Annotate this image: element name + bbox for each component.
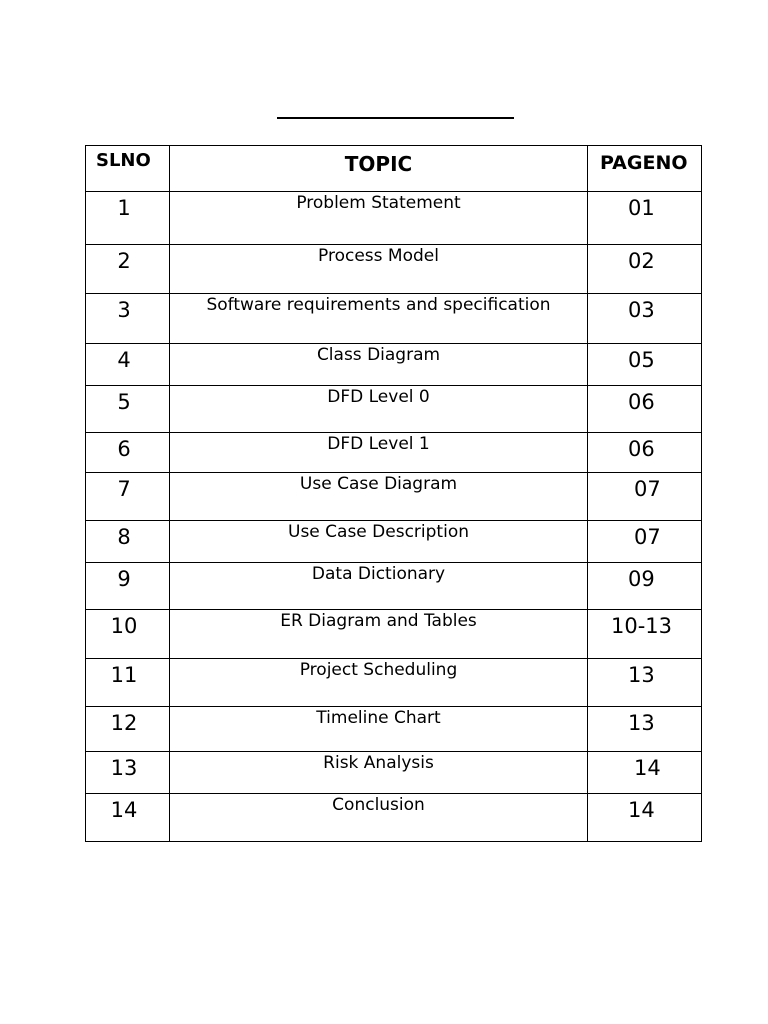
row-slno: 9 — [86, 563, 170, 610]
row-slno: 2 — [86, 245, 170, 294]
row-slno: 8 — [86, 521, 170, 563]
row-topic: DFD Level 0 — [170, 386, 588, 433]
row-slno: 12 — [86, 707, 170, 752]
row-topic: Project Scheduling — [170, 659, 588, 707]
row-slno: 6 — [86, 433, 170, 473]
row-page: 05 — [588, 344, 702, 386]
table-row — [86, 386, 702, 433]
row-page: 07 — [588, 473, 702, 521]
table-row — [86, 433, 702, 473]
row-page: 14 — [588, 752, 702, 794]
table-row — [86, 610, 702, 659]
header-slno: SLNO — [86, 146, 170, 192]
table-row — [86, 192, 702, 245]
table-row — [86, 563, 702, 610]
title-underline — [277, 117, 514, 119]
row-slno: 14 — [86, 794, 170, 842]
table-row — [86, 344, 702, 386]
row-slno: 4 — [86, 344, 170, 386]
row-slno: 13 — [86, 752, 170, 794]
row-page: 13 — [588, 707, 702, 752]
row-topic: Risk Analysis — [170, 752, 588, 794]
row-topic: Use Case Diagram — [170, 473, 588, 521]
row-page: 14 — [588, 794, 702, 842]
table-row — [86, 521, 702, 563]
table-row — [86, 473, 702, 521]
row-topic: Data Dictionary — [170, 563, 588, 610]
row-page: 07 — [588, 521, 702, 563]
row-page: 10-13 — [588, 610, 702, 659]
row-slno: 5 — [86, 386, 170, 433]
table-body — [86, 192, 702, 842]
row-page: 09 — [588, 563, 702, 610]
row-page: 03 — [588, 294, 702, 344]
table-row — [86, 294, 702, 344]
row-slno: 3 — [86, 294, 170, 344]
row-page: 02 — [588, 245, 702, 294]
row-topic: Problem Statement — [170, 192, 588, 245]
table-row — [86, 752, 702, 794]
row-page: 01 — [588, 192, 702, 245]
row-topic: Use Case Description — [170, 521, 588, 563]
table-header-row — [86, 146, 702, 192]
row-slno: 10 — [86, 610, 170, 659]
contents-table — [85, 145, 702, 842]
row-topic: Software requirements and specification — [170, 294, 588, 344]
table-row — [86, 707, 702, 752]
table-row — [86, 245, 702, 294]
row-topic: Class Diagram — [170, 344, 588, 386]
row-topic: Process Model — [170, 245, 588, 294]
row-topic: Timeline Chart — [170, 707, 588, 752]
row-slno: 1 — [86, 192, 170, 245]
row-slno: 7 — [86, 473, 170, 521]
row-topic: Conclusion — [170, 794, 588, 842]
row-page: 13 — [588, 659, 702, 707]
row-page: 06 — [588, 386, 702, 433]
row-page: 06 — [588, 433, 702, 473]
table-row — [86, 659, 702, 707]
header-topic: TOPIC — [170, 146, 588, 192]
row-slno: 11 — [86, 659, 170, 707]
row-topic: DFD Level 1 — [170, 433, 588, 473]
table-row — [86, 794, 702, 842]
header-pageno: PAGENO — [588, 146, 702, 192]
row-topic: ER Diagram and Tables — [170, 610, 588, 659]
